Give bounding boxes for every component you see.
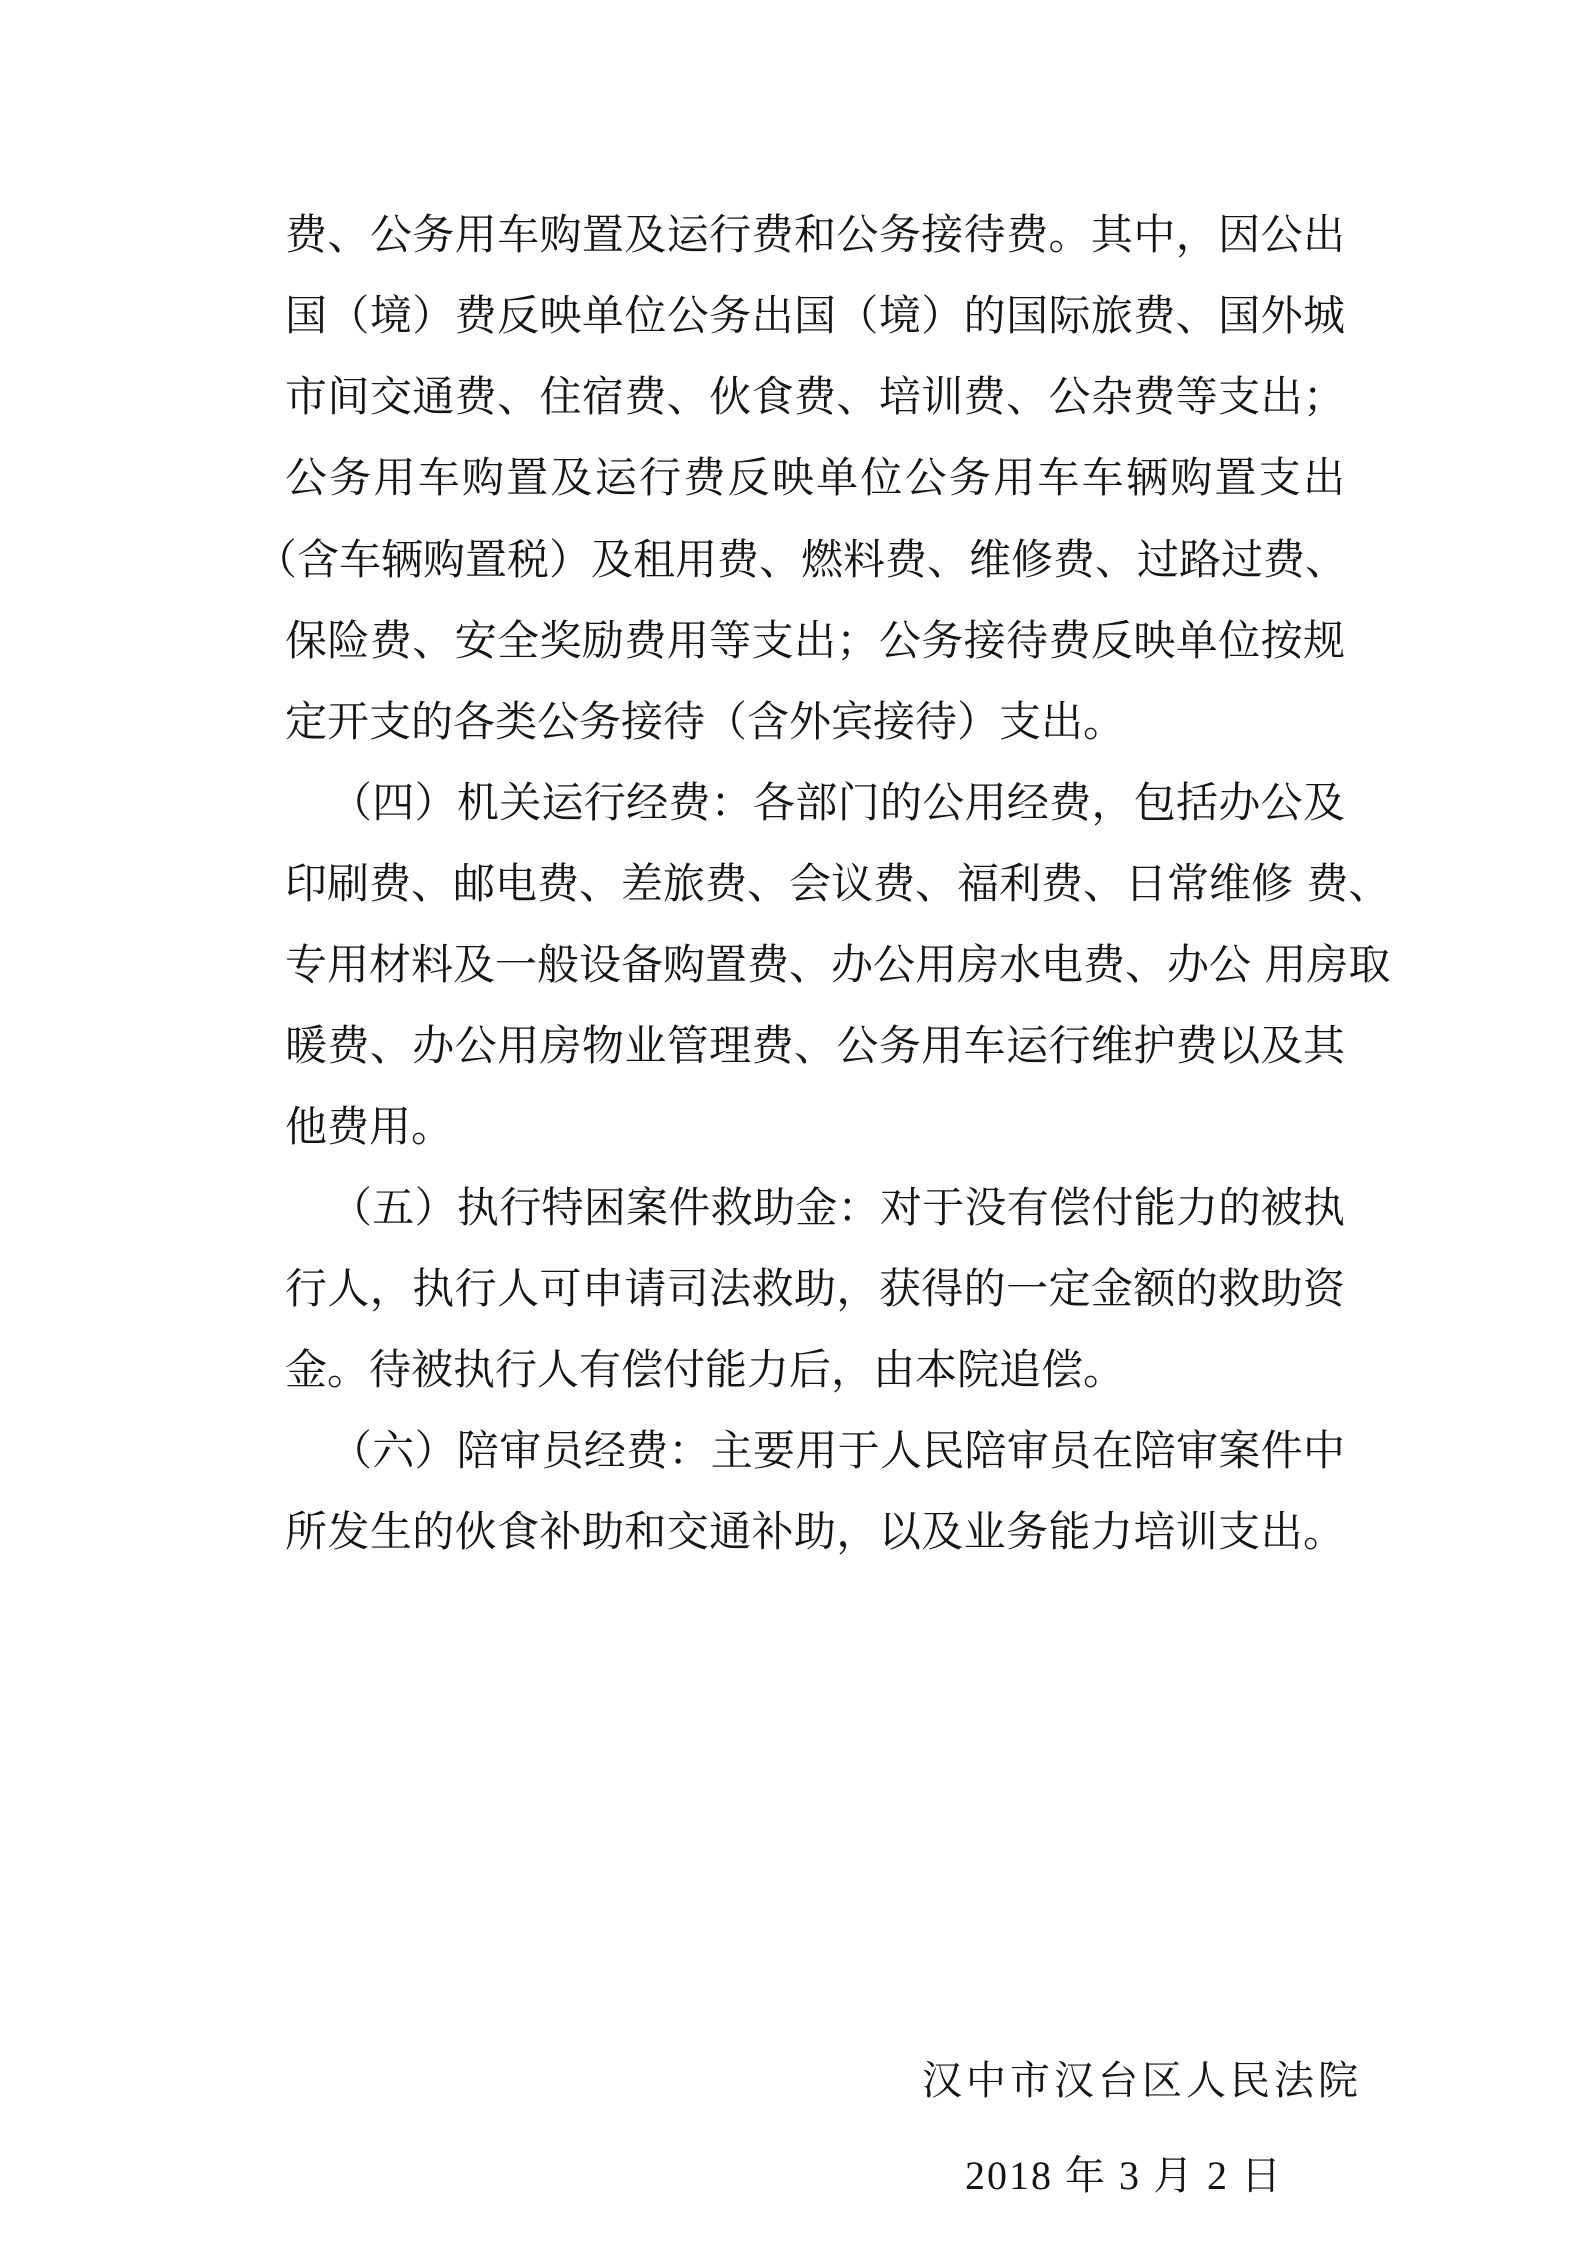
- body-line-3: 市间交通费、住宿费、伙食费、培训费、公杂费等支出；: [285, 372, 1345, 421]
- body-line-1: 费、公务用车购置及运行费和公务接待费。其中，因公出: [285, 210, 1345, 259]
- body-line-2: 国（境）费反映单位公务出国（境）的国际旅费、国外城: [285, 291, 1345, 340]
- body-line-7: 定开支的各类公务接待（含外宾接待）支出。: [285, 697, 1126, 746]
- paragraph-4-line-2: 印刷费、邮电费、差旅费、会议费、福利费、日常维修 费、: [285, 859, 1391, 908]
- signature-date: 2018 年 3 月 2 日: [965, 2153, 1283, 2198]
- body-line-4: 公务用车购置及运行费反映单位公务用车车辆购置支出: [285, 453, 1345, 502]
- paragraph-4-line-1: （四）机关运行经费：各部门的公用经费，包括办公及: [330, 778, 1345, 827]
- body-line-5: （含车辆购置税）及租用费、燃料费、维修费、过路过费、: [255, 535, 1348, 584]
- paragraph-4-line-3: 专用材料及一般设备购置费、办公用房水电费、办公 用房取: [285, 940, 1391, 989]
- body-line-6: 保险费、安全奖励费用等支出；公务接待费反映单位按规: [285, 616, 1345, 665]
- paragraph-4-line-5: 他费用。: [285, 1102, 454, 1151]
- paragraph-5-line-2: 行人，执行人可申请司法救助，获得的一定金额的救助资: [285, 1264, 1345, 1313]
- paragraph-5-line-3: 金。待被执行人有偿付能力后，由本院追偿。: [285, 1345, 1126, 1394]
- paragraph-6-line-2: 所发生的伙食补助和交通补助，以及业务能力培训支出。: [285, 1507, 1345, 1556]
- signature-organization: 汉中市汉台区人民法院: [922, 2058, 1362, 2104]
- paragraph-4-line-4: 暖费、办公用房物业管理费、公务用车运行维护费以及其: [285, 1021, 1345, 1070]
- paragraph-5-line-1: （五）执行特困案件救助金：对于没有偿付能力的被执: [330, 1183, 1345, 1232]
- paragraph-6-line-1: （六）陪审员经费：主要用于人民陪审员在陪审案件中: [330, 1426, 1345, 1475]
